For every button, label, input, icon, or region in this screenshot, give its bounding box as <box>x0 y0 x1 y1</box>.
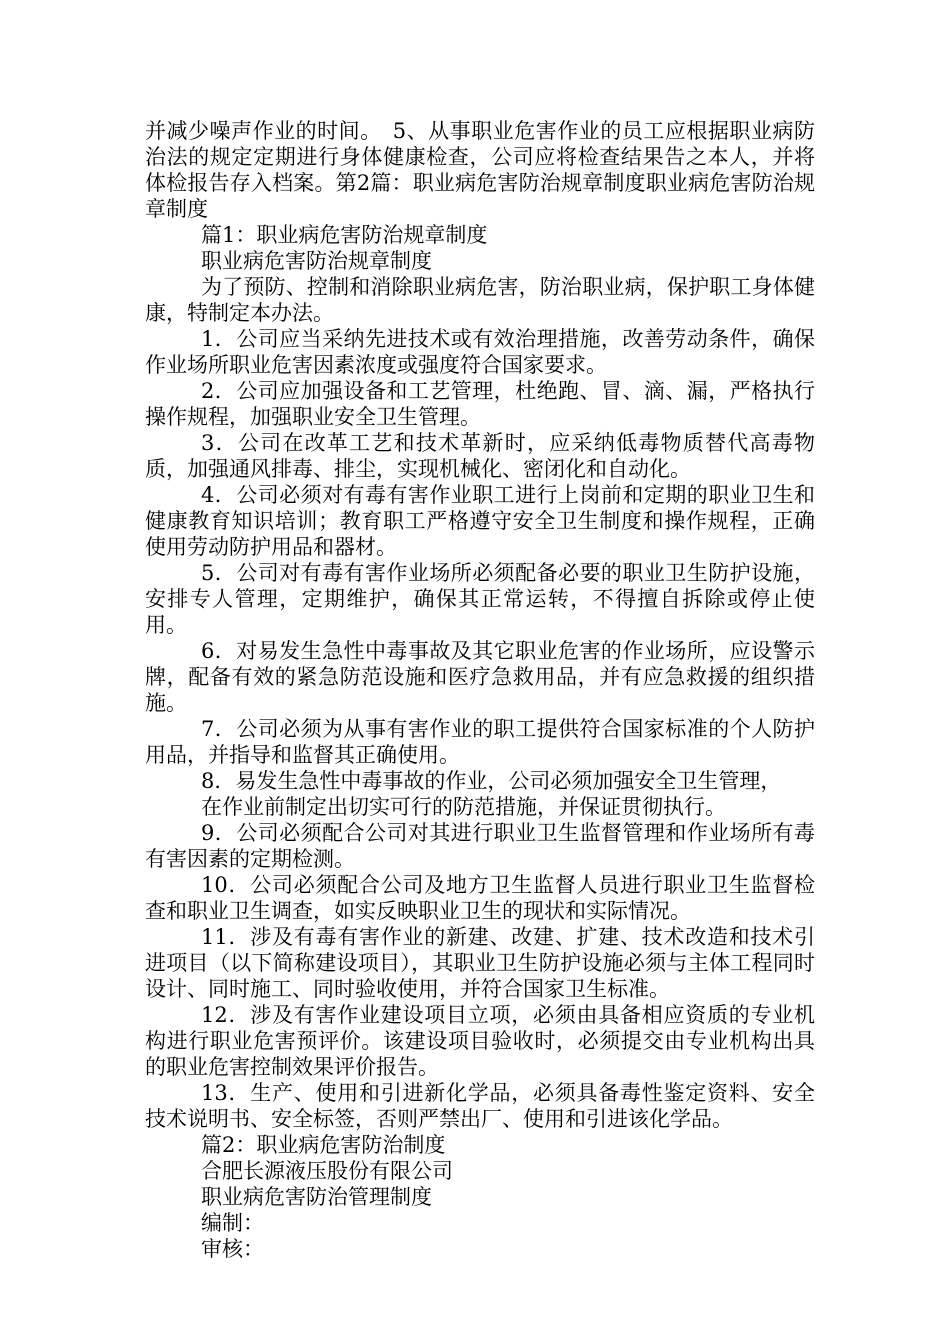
section-title-2: 职业病危害防治管理制度 <box>201 1185 432 1209</box>
rule-item-13: 13．生产、使用和引进新化学品，必须具备毒性鉴定资料、安全技术说明书、安全标签，否则严禁出厂、使用和引进该化学品。 <box>145 1081 815 1131</box>
rule-item-8-continued: 在作业前制定出切实可行的防范措施，并保证贯彻执行。 <box>201 795 726 819</box>
rule-item-8: 8．易发生急性中毒事故的作业，公司必须加强安全卫生管理， <box>201 769 782 793</box>
section-heading-1: 篇1：职业病危害防治规章制度 <box>201 223 488 247</box>
prepared-by-label: 编制： <box>201 1211 264 1235</box>
paragraph-intro: 并减少噪声作业的时间。 5、从事职业危害作业的员工应根据职业病防治法的规定定期进行身体健康检查，公司应将检查结果告之本人，并将体检报告存入档案。第2篇：职业病危害防治规章制度职业病危害防治规章制度 <box>145 119 815 221</box>
rule-item-7: 7．公司必须为从事有害作业的职工提供符合国家标准的个人防护用品，并指导和监督其正确使用。 <box>145 717 815 767</box>
company-name: 合肥长源液压股份有限公司 <box>201 1159 453 1183</box>
rule-item-4: 4．公司必须对有毒有害作业职工进行上岗前和定期的职业卫生和健康教育知识培训；教育职工严格遵守安全卫生制度和操作规程，正确使用劳动防护用品和器材。 <box>145 483 815 559</box>
section-title-1: 职业病危害防治规章制度 <box>201 249 432 273</box>
rule-item-6: 6．对易发生急性中毒事故及其它职业危害的作业场所，应设警示牌，配备有效的紧急防范设施和医疗急救用品，并有应急救援的组织措施。 <box>145 639 815 715</box>
rule-item-10: 10．公司必须配合公司及地方卫生监督人员进行职业卫生监督检查和职业卫生调查，如实反映职业卫生的现状和实际情况。 <box>145 873 815 923</box>
rule-item-5: 5．公司对有毒有害作业场所必须配备必要的职业卫生防护设施，安排专人管理，定期维护，确保其正常运转，不得擅自拆除或停止使用。 <box>145 561 815 637</box>
paragraph-purpose: 为了预防、控制和消除职业病危害，防治职业病，保护职工身体健康，特制定本办法。 <box>145 275 815 325</box>
rule-item-3: 3．公司在改革工艺和技术革新时，应采纳低毒物质替代高毒物质，加强通风排毒、排尘，实现机械化、密闭化和自动化。 <box>145 431 815 481</box>
document-body <box>145 118 815 1262</box>
rule-item-1: 1．公司应当采纳先进技术或有效治理措施，改善劳动条件，确保作业场所职业危害因素浓度或强度符合国家要求。 <box>145 327 815 377</box>
section-heading-2: 篇2：职业病危害防治制度 <box>201 1133 446 1157</box>
rule-item-12: 12．涉及有害作业建设项目立项，必须由具备相应资质的专业机构进行职业危害预评价。该建设项目验收时，必须提交由专业机构出具的职业危害控制效果评价报告。 <box>145 1003 815 1079</box>
rule-item-2: 2．公司应加强设备和工艺管理，杜绝跑、冒、滴、漏，严格执行操作规程，加强职业安全卫生管理。 <box>145 379 815 429</box>
rule-item-11: 11．涉及有毒有害作业的新建、改建、扩建、技术改造和技术引进项目（以下简称建设项目），其职业卫生防护设施必须与主体工程同时设计、同时施工、同时验收使用，并符合国家卫生标准。 <box>145 925 815 1001</box>
reviewed-by-label: 审核： <box>201 1237 264 1261</box>
rule-item-9: 9．公司必须配合公司对其进行职业卫生监督管理和作业场所有毒有害因素的定期检测。 <box>145 821 815 871</box>
